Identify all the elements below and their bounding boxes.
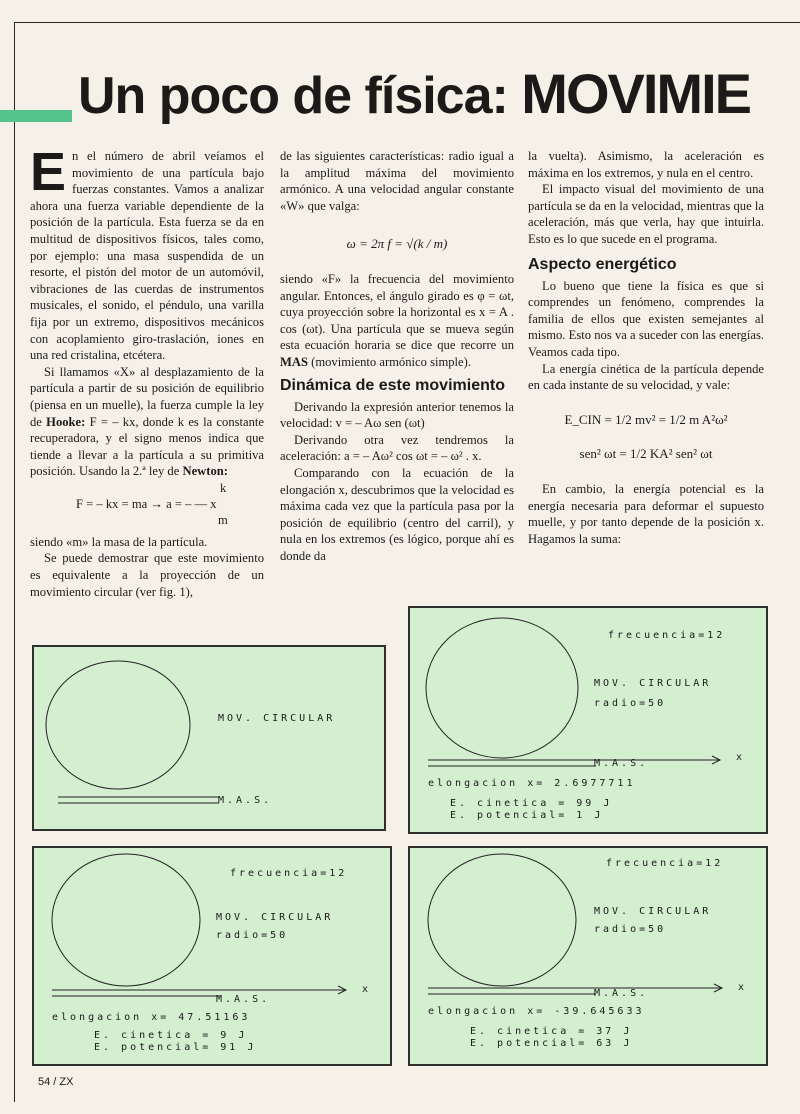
s3-x-label: x xyxy=(362,984,372,995)
s3-freq: frecuencia=12 xyxy=(230,868,348,879)
s4-mas: M.A.S. xyxy=(594,988,649,999)
circle-shape xyxy=(426,618,578,758)
mas-term: MAS xyxy=(280,354,308,369)
page-title xyxy=(78,62,750,125)
screenshot-panel-2 xyxy=(408,606,768,834)
col2-paragraph-3: Derivando la expresión anterior tenemos la velocidad: v = – Aω sen (ωt) xyxy=(280,399,514,431)
col2-paragraph-1: de las siguientes características: radio igual a la amplitud máxima del movimiento armónico. A una velocidad angular constante «W» que valga: xyxy=(280,149,514,213)
s3-radio: radio=50 xyxy=(216,930,289,941)
eq-main: F = – kx = ma → a = – — x xyxy=(76,496,217,511)
col1-paragraph-1 xyxy=(30,142,264,364)
col1-paragraph-4: Se puede demostrar que este movimiento es equivalente a la proyección de un movimiento circular (ver fig. 1), xyxy=(30,551,264,599)
sen-formula: sen² ωt = 1/2 KA² sen² ωt xyxy=(579,446,713,462)
screen1-graphics xyxy=(34,647,384,829)
eq-k: k xyxy=(220,480,227,495)
s4-elong: elongacion x= -39.645633 xyxy=(428,1006,645,1017)
hooke-term: Hooke: xyxy=(46,414,86,429)
s3-ecin: E. cinetica = 9 J xyxy=(94,1030,248,1041)
s4-ecin: E. cinetica = 37 J xyxy=(470,1026,633,1037)
left-rule xyxy=(14,22,15,1102)
s4-x-label: x xyxy=(738,982,748,993)
s3-mov: MOV. CIRCULAR xyxy=(216,912,334,923)
s2-x-label: x xyxy=(736,752,746,763)
screenshot-panel-4 xyxy=(408,846,768,1066)
section-heading-energetico: Aspecto energético xyxy=(528,255,677,273)
col2-paragraph-4: Derivando otra vez tendremos la aceleración: a = – Aω² cos ωt = – ω² . x. xyxy=(280,432,514,464)
page-footer: 54 / ZX xyxy=(38,1076,74,1088)
text-column-1 xyxy=(30,142,264,600)
title-accent-bar xyxy=(0,110,72,122)
col3-paragraph-4: La energía cinética de la partícula depende en cada instante de su velocidad, y vale: xyxy=(528,361,764,393)
s2-freq: frecuencia=12 xyxy=(608,630,726,641)
s2-radio: radio=50 xyxy=(594,698,667,709)
s1-mov-label: MOV. CIRCULAR xyxy=(218,713,336,724)
circle-shape xyxy=(428,854,576,986)
s2-mas: M.A.S. xyxy=(594,758,649,769)
s3-mas: M.A.S. xyxy=(216,994,271,1005)
col2-paragraph-5: Comparando con la ecuación de la elongación x, descubrimos que la velocidad es máxima cada vez que la partícula pasa por la posición de equilibrio (centro del carril), y nula en los extremos (es lógico, porque ahí es donde da xyxy=(280,465,514,563)
s4-epot: E. potencial= 63 J xyxy=(470,1038,633,1049)
col2-paragraph-2 xyxy=(280,271,514,371)
s4-radio: radio=50 xyxy=(594,924,667,935)
drop-cap: E xyxy=(30,142,67,202)
title-part1: Un poco de física: xyxy=(78,67,508,125)
col2-p2a: siendo «F» la frecuencia del movimiento angular. Entonces, el ángulo girado es φ = ωt, cuya proyección sobre la horizontal es x = A . cos (ωt). Una partícula que se mueva según esta ecuación horaria se dice que recorre un xyxy=(280,271,514,353)
col3-paragraph-5: En cambio, la energía potencial es la energía necesaria para deformar el supuesto muelle, y por tanto depende de la posición x. Hagamos la suma: xyxy=(528,481,764,546)
s1-mas-label: M.A.S. xyxy=(218,795,273,806)
s2-mov: MOV. CIRCULAR xyxy=(594,678,712,689)
s4-mov: MOV. CIRCULAR xyxy=(594,906,712,917)
section-heading-dinamica: Dinámica de este movimiento xyxy=(280,376,505,394)
text-column-3 xyxy=(528,148,764,547)
col1-paragraph-3: siendo «m» la masa de la partícula. xyxy=(30,534,208,549)
omega-formula: ω = 2π f = √(k / m) xyxy=(346,236,448,252)
s3-epot: E. potencial= 91 J xyxy=(94,1042,257,1053)
title-part2: MOVIMIE xyxy=(521,62,750,125)
col1-p1-text: n el número de abril veíamos el movimiento de una partícula bajo fuerzas constantes. Vamos a analizar ahora una fuerza variable dependiente de la posición de la partícula. Esta fuerza se da en multitud de dispositivos físicos, tales como, por ejemplo: una masa suspendida de un resorte, el pistón del motor de un automóvil, vibraciones de las cuerdas de instrumentos musicales, el sonido, el péndulo, una varilla fija por un extremo, dispositivos mecánicos con acoplamiento giro-traslación, iones en una red cristalina, etcétera. xyxy=(30,149,264,363)
top-rule xyxy=(14,22,800,23)
eq-m: m xyxy=(218,512,228,527)
col3-paragraph-1: la vuelta). Asimismo, la aceleración es máxima en los extremos, y nula en el centro. xyxy=(528,149,764,180)
s3-elong: elongacion x= 47.51163 xyxy=(52,1012,251,1023)
screenshot-panel-3 xyxy=(32,846,392,1066)
s4-freq: frecuencia=12 xyxy=(606,858,724,869)
circle-shape xyxy=(46,661,190,789)
circle-shape xyxy=(52,854,200,986)
col3-paragraph-3: Lo bueno que tiene la física es que si comprendes un fenómeno, comprendes la familia de ellos que existen semejantes al mismo. Esto nos va a suceder con las energías. Veamos cada tipo. xyxy=(528,278,764,359)
s2-epot: E. potencial= 1 J xyxy=(450,810,604,821)
ecin-formula: E_CIN = 1/2 mv² = 1/2 m A²ω² xyxy=(564,411,728,427)
screenshot-panel-1 xyxy=(32,645,386,831)
col1-paragraph-2 xyxy=(30,364,264,480)
col2-p2b: (movimiento armónico simple). xyxy=(308,354,471,369)
s2-ecin: E. cinetica = 99 J xyxy=(450,798,613,809)
s2-elong: elongacion x= 2.6977711 xyxy=(428,778,636,789)
text-column-2 xyxy=(280,148,514,564)
newton-equation xyxy=(30,480,264,528)
col1-p2a: Si llamamos «X» al desplazamiento de la partícula a partir de su posición de equilibrio (piensa en un muelle), la fuerza cumple la ley de xyxy=(30,364,264,429)
newton-term: Newton: xyxy=(182,464,228,479)
col1-p2b: F = – kx, donde k es la constante recuperadora, y el signo menos indica que tiende a llevar a la partícula a su primitiva posición. Usando la 2.ª ley de xyxy=(30,414,264,479)
col3-paragraph-2: El impacto visual del movimiento de una partícula se da en la velocidad, mientras que la aceleración, más que verla, hay que intuirla. Esto es lo que sucede en el programa. xyxy=(528,182,764,246)
